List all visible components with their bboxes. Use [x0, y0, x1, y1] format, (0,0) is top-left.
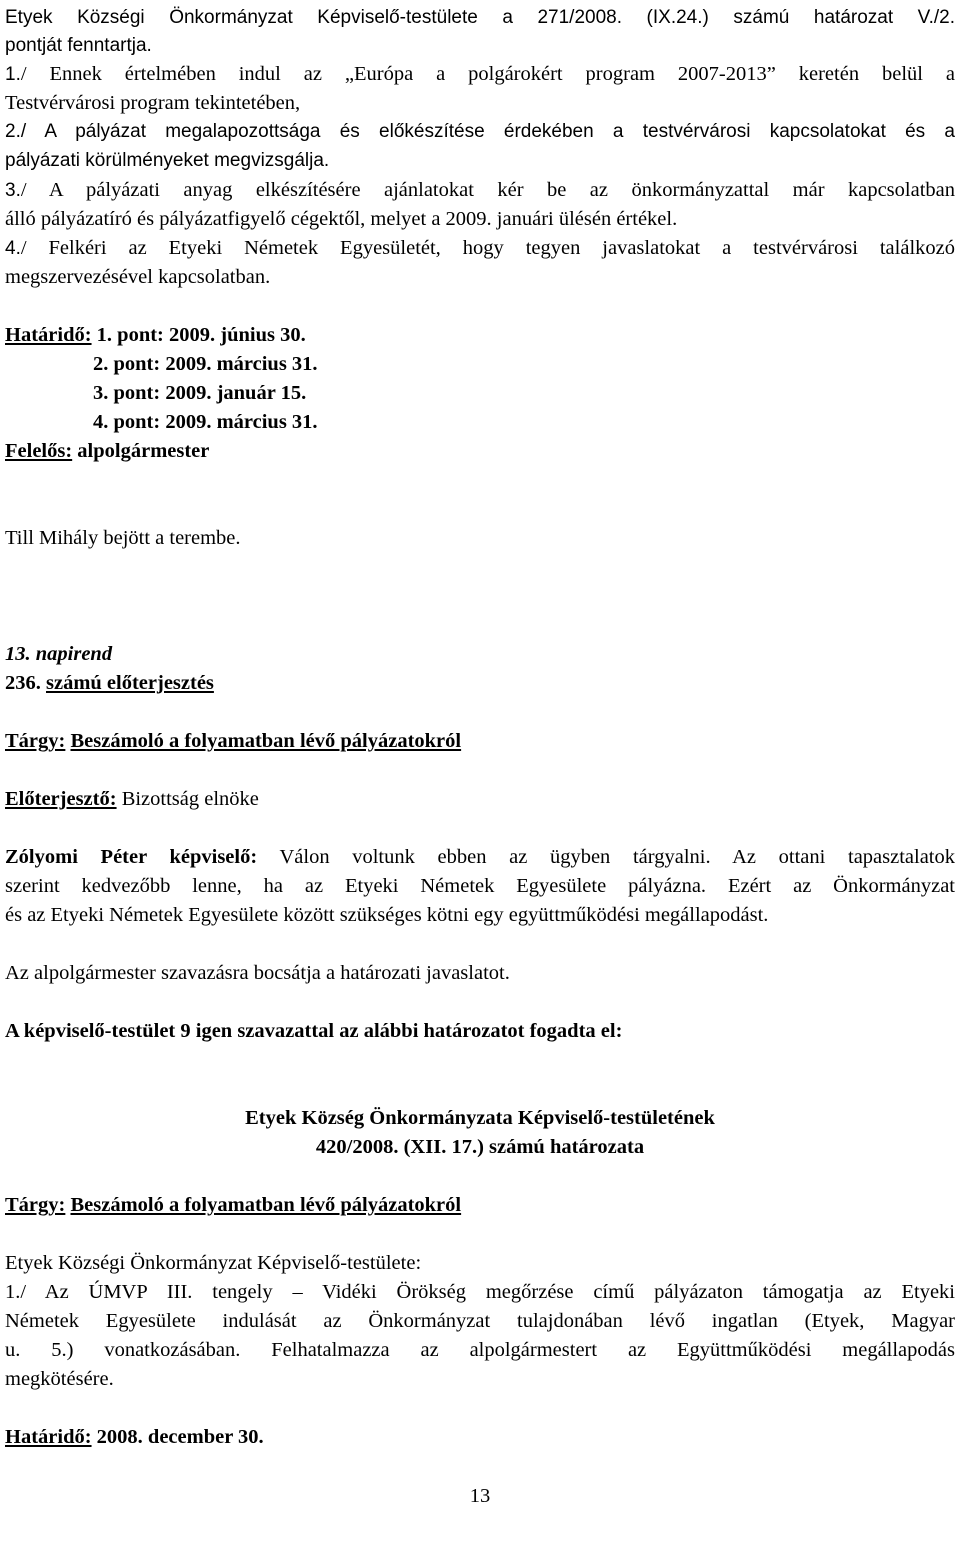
responsible-label: Felelős: — [5, 440, 73, 462]
item-4-line-2: megszervezésével kapcsolatban. — [5, 266, 271, 288]
vote-call: Az alpolgármester szavazásra bocsátja a határozati javaslatot. — [5, 962, 510, 984]
proposal-number — [5, 673, 214, 694]
resolution-title-1: Etyek Község Önkormányzata Képviselő-testületének — [245, 1107, 715, 1129]
item-3-line-2: álló pályázatíró és pályázatfigyelő cégektől, melyet a 2009. januári ülésén értékel. — [5, 208, 678, 230]
resolution-deadline — [5, 1427, 264, 1448]
proposal-num: 236. — [5, 672, 41, 694]
item-4-number: 4. — [5, 238, 21, 259]
resolution-title-2: 420/2008. (XII. 17.) számú határozata — [315, 1136, 645, 1158]
resolution-deadline-label: Határidő: — [5, 1426, 92, 1448]
resolution-intro: Etyek Községi Önkormányzat Képviselő-testülete: — [5, 1252, 422, 1274]
item-1-number: 1. — [5, 64, 21, 85]
deadline-2: 2. pont: 2009. március 31. — [93, 353, 318, 375]
deadline-1-value: 1. pont: 2009. június 30. — [96, 324, 306, 346]
resolution-p1-line-1: 1./ Az ÚMVP III. tengely – Vidéki Örökség megőrzése című pályázaton támogatja az Etyeki — [5, 1281, 955, 1303]
resolution-subject-label: Tárgy: — [5, 1194, 66, 1216]
deadline-1 — [5, 325, 306, 346]
item-3-text: / A pályázati anyag elkészítésére ajánlatokat kér be az önkormányzattal már kapcsolatban — [20, 179, 955, 201]
intro-line-2: pontját fenntartja. — [5, 35, 152, 56]
item-2-text: / A pályázat megalapozottsága és előkészítése érdekében a testvérvárosi kapcsolatokat és a — [20, 121, 955, 142]
item-2-number: 2. — [5, 121, 21, 142]
agenda-subject-text: Beszámoló a folyamatban lévő pályázatokról — [70, 730, 462, 752]
resolution-subject — [5, 1195, 461, 1216]
item-3-line-1 — [5, 180, 955, 201]
resolution-p1-line-4: megkötésére. — [5, 1368, 114, 1390]
presenter — [5, 789, 259, 810]
item-4-line-1 — [5, 238, 955, 259]
agenda-number: 13. napirend — [5, 643, 113, 665]
item-2-line-2: pályázati körülményeket megvizsgálja. — [5, 150, 330, 171]
responsible — [5, 441, 209, 462]
intro-line-1: Etyek Községi Önkormányzat Képviselő-testülete a 271/2008. (IX.24.) számú határozat V./2. — [5, 7, 955, 28]
resolution-p1-line-3: u. 5.) vonatkozásában. Felhatalmazza az alpolgármestert az Együttműködési megállapodás — [5, 1339, 955, 1361]
item-1-line-2: Testvérvárosi program tekintetében, — [5, 92, 301, 114]
deadline-label: Határidő: — [5, 324, 92, 346]
item-1-text: / Ennek értelmében indul az „Európa a polgárokért program 2007-2013” keretén belül a — [20, 63, 955, 85]
page-number: 13 — [469, 1485, 491, 1507]
speech-line-1 — [5, 847, 955, 868]
item-4-text: / Felkéri az Etyeki Németek Egyesületét, hogy tegyen javaslatokat a testvérvárosi találkozó — [20, 237, 955, 259]
speech-text-1: Válon voltunk ebben az ügyben tárgyalni. Az ottani tapasztalatok — [279, 846, 955, 868]
speech-line-2: szerint kedvezőbb lenne, ha az Etyeki Németek Egyesülete pályázna. Ezért az Önkormányzat — [5, 875, 955, 897]
proposal-rest: számú előterjesztés — [46, 672, 214, 694]
presenter-text: Bizottság elnöke — [121, 788, 259, 810]
vote-result: A képviselő-testület 9 igen szavazattal az alábbi határozatot fogadta el: — [5, 1020, 623, 1042]
responsible-value: alpolgármester — [77, 440, 210, 462]
speaker-name: Zólyomi Péter képviselő: — [5, 846, 258, 868]
entry-note: Till Mihály bejött a terembe. — [5, 527, 241, 549]
item-3-number: 3. — [5, 180, 21, 201]
resolution-deadline-value: 2008. december 30. — [96, 1426, 264, 1448]
agenda-subject-label: Tárgy: — [5, 730, 66, 752]
item-1-line-1 — [5, 64, 955, 85]
speech-line-3: és az Etyeki Németek Egyesülete között szükséges kötni egy együttműködési megállapodást. — [5, 904, 769, 926]
resolution-subject-text: Beszámoló a folyamatban lévő pályázatokról — [70, 1194, 462, 1216]
presenter-label: Előterjesztő: — [5, 788, 117, 810]
agenda-subject — [5, 731, 461, 752]
deadline-4: 4. pont: 2009. március 31. — [93, 411, 318, 433]
item-2-line-1 — [5, 122, 955, 141]
resolution-p1-line-2: Németek Egyesülete indulását az Önkormányzat tulajdonában lévő ingatlan (Etyek, Magyar — [5, 1310, 955, 1332]
deadline-3: 3. pont: 2009. január 15. — [93, 382, 307, 404]
